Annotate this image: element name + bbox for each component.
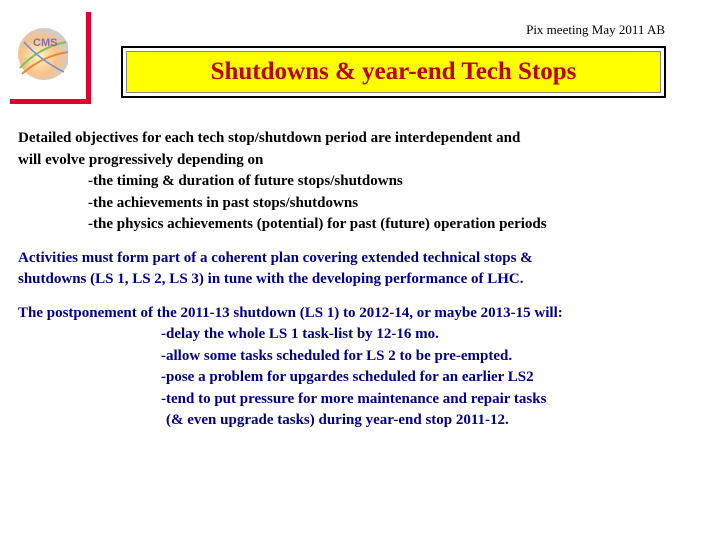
text-line: shutdowns (LS 1, LS 2, LS 3) in tune with the developing performance of LHC.: [18, 271, 524, 287]
red-vertical-rule: [86, 12, 91, 104]
slide-body: [18, 128, 708, 432]
svg-text:CMS: CMS: [33, 37, 58, 49]
bullet-line: -the timing & duration of future stops/shutdowns: [88, 173, 403, 189]
text-line: will evolve progressively depending on: [18, 151, 264, 168]
header-note: Pix meeting May 2011 AB: [526, 22, 665, 37]
bullet-line: -delay the whole LS 1 task-list by 12-16 mo.: [161, 326, 439, 342]
text-line: The postponement of the 2011-13 shutdown (LS 1) to 2012-14, or maybe 2013-15 will:: [18, 304, 563, 321]
title-box: [121, 46, 666, 98]
bullet-line: -pose a problem for upgardes scheduled for an earlier LS2: [161, 369, 534, 385]
paragraph-objectives: [18, 128, 708, 236]
text-line: Activities must form part of a coherent plan covering extended technical stops &: [18, 249, 533, 266]
cms-logo: [18, 22, 68, 82]
bullet-line: -the physics achievements (potential) for past (future) operation periods: [88, 216, 547, 232]
bullet-line: -tend to put pressure for more maintenance and repair tasks: [161, 390, 547, 407]
title-banner: [126, 51, 661, 93]
cms-logo-graphic: [18, 22, 68, 82]
slide-title: Shutdowns & year-end Tech Stops: [210, 58, 577, 85]
bullet-line: (& even upgrade tasks) during year-end stop 2011-12.: [166, 412, 509, 428]
bullet-line: -the achievements in past stops/shutdowns: [88, 194, 359, 211]
red-horizontal-rule: [10, 99, 91, 104]
paragraph-activities: [18, 248, 708, 291]
text-line: Detailed objectives for each tech stop/shutdown period are interdependent and: [18, 130, 521, 146]
bullet-line: -allow some tasks scheduled for LS 2 to be pre-empted.: [161, 347, 513, 364]
paragraph-postponement: [18, 303, 708, 432]
